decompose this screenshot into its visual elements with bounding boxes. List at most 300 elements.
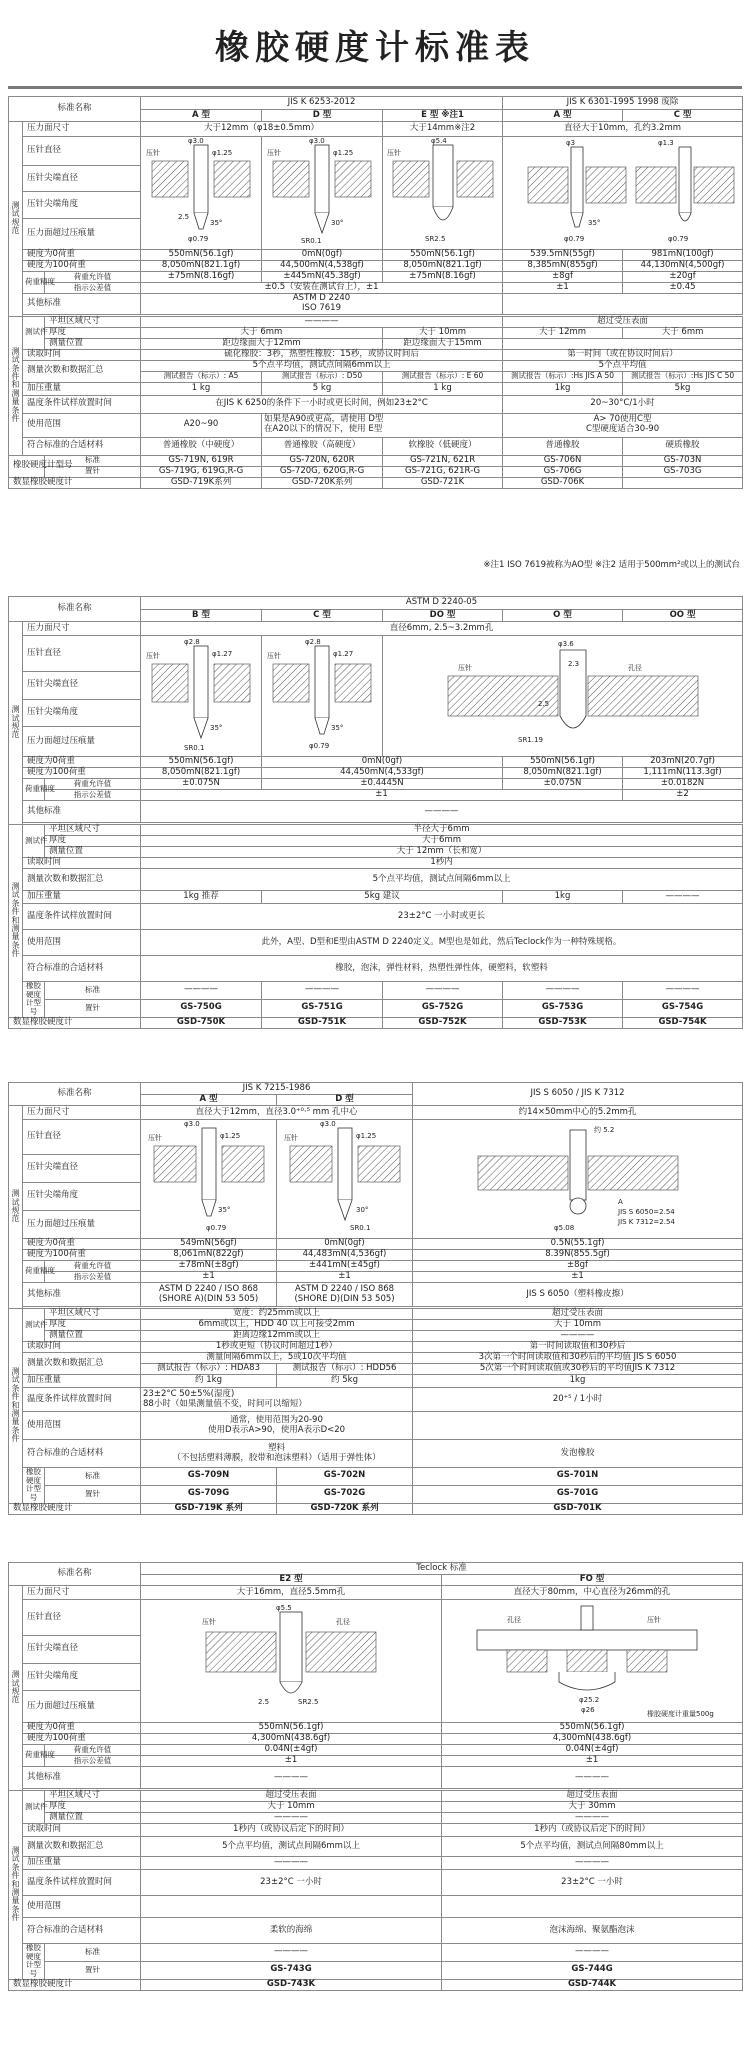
cell: 8,050mN(821.1gf) <box>503 768 623 779</box>
cell: 550mN(56.1gf) <box>141 1723 442 1734</box>
label-angle: 35° <box>330 724 343 732</box>
group-label: 测试条件和测量条件 <box>9 825 23 1018</box>
cell: 5个点平均值 <box>503 360 743 371</box>
cell: GSD-750K <box>141 1017 262 1028</box>
row-label: 其他标准 <box>23 1767 141 1789</box>
cell: GS-750G <box>141 999 262 1017</box>
cell: 测试报告（标示）:Hs JIS A 50 <box>503 371 623 382</box>
cell: 1 kg <box>383 382 503 395</box>
row-label: 标准 <box>45 1944 141 1962</box>
row-label: 其他标准 <box>23 1283 141 1307</box>
row-label: 荷重允许值 <box>45 779 141 790</box>
cell: 550mN(56.1gf) <box>141 757 262 768</box>
needle-diagram-jis6050 <box>413 1120 743 1239</box>
label-phi508: φ5.08 <box>553 1224 574 1232</box>
row-label: 测试件 <box>23 1309 45 1342</box>
row-label: 压针尖端角度 <box>23 699 141 727</box>
cell: 通常，使用范围为20-90 使用D表示A>90，使用A表示D<20 <box>141 1412 413 1440</box>
group-label: 测试规范 <box>9 622 23 825</box>
cell: 4,300mN(438.6gf) <box>141 1734 442 1745</box>
label-radius: SR2.5 <box>298 1698 319 1706</box>
label-phi36: φ3.6 <box>557 640 574 648</box>
row-label: 荷重精度 <box>23 272 45 294</box>
cell: 5个点平均值，测试点间隔6mm以上 <box>141 360 503 371</box>
needle-diagram-e2 <box>141 1600 442 1723</box>
cell: GSD-751K <box>262 1017 383 1028</box>
cell: 半径大于6mm <box>141 825 743 836</box>
row-label: 荷重允许值 <box>45 1745 141 1756</box>
row-label: 指示公差值 <box>45 790 141 801</box>
row-label: 压力面超过压痕量 <box>23 727 141 757</box>
type-header: A 型 <box>141 110 262 122</box>
needle-diagram-e <box>383 137 503 250</box>
cell: GS-721N, 621R <box>383 455 503 466</box>
cell: ———— <box>141 982 262 1000</box>
row-label: 测量次数和数据汇总 <box>23 1837 141 1857</box>
cell: 550mN(56.1gf) <box>503 757 623 768</box>
row-label: 测量位置 <box>45 1331 141 1342</box>
label-jis7312: JIS K 7312=2.54 <box>617 1218 675 1226</box>
cell: GS-721G, 621R-G <box>383 466 503 477</box>
cell: GS-753G <box>503 999 623 1017</box>
type-header: D 型 <box>277 1095 413 1106</box>
label-angle: 30° <box>330 219 343 227</box>
cell: 981mN(100gf) <box>623 250 743 261</box>
label-angle: 35° <box>587 219 600 227</box>
cell: GS-720N, 620R <box>262 455 383 466</box>
needle-diagram-jis6301 <box>503 137 743 250</box>
group-label: 测试规范 <box>9 1586 23 1791</box>
cell: 大于 10mm <box>141 1802 442 1813</box>
label-phi079: φ0.79 <box>187 235 208 243</box>
std-header-a: JIS K 6253-2012 <box>141 97 503 110</box>
row-label: 指示公差值 <box>45 1272 141 1283</box>
cell: GS-706G <box>503 466 623 477</box>
cell: GS-743G <box>141 1961 442 1979</box>
cell: 测试报告（标示）: HDD56 <box>277 1364 413 1375</box>
std-header: Teclock 标准 <box>141 1563 743 1575</box>
type-header: A 型 <box>141 1095 277 1106</box>
label-phi079: φ0.79 <box>205 1224 226 1232</box>
cell: 0mN(0gf) <box>262 757 503 768</box>
cell: GS-701G <box>413 1485 743 1503</box>
label-depth: 2.5 <box>537 700 549 708</box>
row-label: 温度条件试样放置时间 <box>23 904 141 930</box>
row-label: 读取时间 <box>23 1342 141 1353</box>
label-needle: 压针 <box>266 652 281 660</box>
row-label: 硬度为100荷重 <box>23 1250 141 1261</box>
row-label: 压力面尺寸 <box>23 122 141 137</box>
cell: GSD-754K <box>623 1017 743 1028</box>
cell: 距离边缘12mm或以上 <box>141 1331 413 1342</box>
group-label: 测试条件和测量条件 <box>9 1309 23 1504</box>
label-angle: 35° <box>209 219 222 227</box>
cell: 1kg <box>413 1375 743 1388</box>
type-header: D 型 <box>262 110 383 122</box>
row-label: 荷重允许值 <box>45 1261 141 1272</box>
std-header-a: JIS K 7215-1986 <box>141 1083 413 1095</box>
label-phi127: φ1.27 <box>332 650 353 658</box>
row-label: 标准 <box>45 982 141 1000</box>
type-header: DO 型 <box>383 610 503 622</box>
label-phi127: φ1.27 <box>211 650 232 658</box>
cell: ±75mN(8.16gf) <box>383 272 503 283</box>
cell: 1秒或更短（协议时间超过1秒） <box>141 1342 413 1353</box>
cell: 8,050mN(821.1gf) <box>141 768 262 779</box>
cell: 超过受压表面 <box>442 1791 743 1802</box>
row-label: 读取时间 <box>23 858 141 869</box>
cell: 5 kg <box>262 382 383 395</box>
cell: GS-751G <box>262 999 383 1017</box>
cell: 44,483mN(4,536gf) <box>277 1250 413 1261</box>
label-hole: 孔径 <box>627 664 642 672</box>
title-divider <box>8 86 742 89</box>
label-angle: 35° <box>217 1206 230 1214</box>
row-label: 数显橡胶硬度计 <box>9 1979 141 1990</box>
row-label: 橡胶硬度计型号 <box>9 455 45 477</box>
row-label: 温度条件试样放置时间 <box>23 1870 141 1896</box>
cell: 1 kg <box>141 382 262 395</box>
needle-diagram-fo <box>442 1600 743 1723</box>
cell: 直径大于80mm，中心直径为26mm的孔 <box>442 1586 743 1600</box>
type-header: O 型 <box>503 610 623 622</box>
label-phi3: φ3.0 <box>183 1120 200 1128</box>
row-label: 符合标准的合适材料 <box>23 1918 141 1944</box>
cell: ±2 <box>623 790 743 801</box>
cell: ±78mN(±8gf) <box>141 1261 277 1272</box>
cell: 5kg 建议 <box>262 891 503 904</box>
cell: 1秒内（或协议后定下的时间） <box>141 1824 442 1837</box>
cell: ±0.075N <box>141 779 262 790</box>
cell: ±8gf <box>503 272 623 283</box>
row-label: 平坦区域尺寸 <box>45 1309 141 1320</box>
cell: 550mN(56.1gf) <box>383 250 503 261</box>
cell <box>503 338 743 349</box>
cell: ———— <box>141 1767 442 1789</box>
row-label: 测量位置 <box>45 1813 141 1824</box>
cell: 0.04N(±4gf) <box>141 1745 442 1756</box>
cell: 大于16mm，直径5.5mm孔 <box>141 1586 442 1600</box>
label-phi13: φ1.3 <box>657 139 674 147</box>
cell: GSD-706K <box>503 477 623 488</box>
cell: 超过受压表面 <box>141 1791 442 1802</box>
needle-diagram-d <box>277 1120 413 1239</box>
row-label: 荷重精度 <box>23 1261 45 1283</box>
section-jis-k7215 <box>8 1082 742 1515</box>
std-name-label: 标准名称 <box>9 1563 141 1586</box>
label-radius: SR2.5 <box>425 235 446 243</box>
cell: ±0.0182N <box>623 779 743 790</box>
row-label: 置针 <box>45 1485 141 1503</box>
row-label: 厚度 <box>45 327 141 338</box>
cell: ±0.4445N <box>262 779 503 790</box>
row-label: 压针尖端角度 <box>23 1663 141 1691</box>
cell: 549mN(56gf) <box>141 1239 277 1250</box>
type-header: E 型 ※注1 <box>383 110 503 122</box>
row-label: 厚度 <box>45 836 141 847</box>
cell: GSD-753K <box>503 1017 623 1028</box>
cell: 1秒内（或协议后定下的时间） <box>442 1824 743 1837</box>
label-needle: 压针 <box>387 149 402 157</box>
cell: ±1 <box>503 283 623 294</box>
row-label: 压力面超过压痕量 <box>23 219 141 250</box>
cell: ———— <box>623 982 743 1000</box>
cell: ———— <box>141 801 743 823</box>
cell: GSD-744K <box>442 1979 743 1990</box>
cell: 测试报告（标示）: D50 <box>262 371 383 382</box>
row-label: 压力面超过压痕量 <box>23 1210 141 1238</box>
cell: 距边缘面大于12mm <box>141 338 383 349</box>
type-header: E2 型 <box>141 1575 442 1586</box>
cell: ±75mN(8.16gf) <box>141 272 262 283</box>
row-label: 压针直径 <box>23 636 141 672</box>
cell <box>141 1896 442 1918</box>
row-label: 测试件 <box>23 316 45 349</box>
cell: GSD-743K <box>141 1979 442 1990</box>
std-name-label: 标准名称 <box>9 597 141 622</box>
cell: ———— <box>262 982 383 1000</box>
row-label: 数显橡胶硬度计 <box>9 1503 141 1514</box>
cell: ±1 <box>141 790 623 801</box>
cell: 直径大于10mm，孔约3.2mm <box>503 122 743 137</box>
cell: GSD-752K <box>383 1017 503 1028</box>
cell: 大于 12mm（长和宽） <box>141 847 743 858</box>
cell: ±0.5（安装在测试台上），±1 <box>141 283 503 294</box>
cell: ———— <box>383 982 503 1000</box>
cell: GS-744G <box>442 1961 743 1979</box>
label-radius: SR0.1 <box>349 1224 370 1232</box>
cell: GSD-719K 系列 <box>141 1503 277 1514</box>
cell: 1kg <box>503 891 623 904</box>
label-depth: 2.5 <box>177 213 189 221</box>
cell: 第一时间（或在协议时间后） <box>503 349 743 360</box>
row-label: 橡胶硬度计型号 <box>23 1468 45 1504</box>
label-s52: 约 5.2 <box>593 1126 614 1134</box>
cell: ———— <box>141 1857 442 1870</box>
cell: 8,385mN(855gf) <box>503 261 623 272</box>
cell: 23±2°C 50±5%(湿度) 88小时（如果测量值不变，时间可以缩短） <box>141 1388 413 1412</box>
row-label: 测量位置 <box>45 847 141 858</box>
cell: ±1 <box>277 1272 413 1283</box>
label-phi125: φ1.25 <box>219 1132 240 1140</box>
label-depth: 2.3 <box>567 660 579 668</box>
section-teclock <box>8 1562 742 1991</box>
row-label: 压针尖端角度 <box>23 1182 141 1210</box>
row-label: 平坦区域尺寸 <box>45 316 141 327</box>
cell: 第一时间读取值和30秒后 <box>413 1342 743 1353</box>
group-label: 测试条件和测量条件 <box>9 1791 23 1980</box>
group-label: 测试规范 <box>9 122 23 317</box>
row-label: 测量次数和数据汇总 <box>23 869 141 891</box>
cell: 普通橡胶（中硬度） <box>141 437 262 455</box>
group-label: 测试规范 <box>9 1106 23 1309</box>
type-header: FO 型 <box>442 1575 743 1586</box>
fig-note: 橡胶硬度计重量500g <box>647 1710 714 1718</box>
cell: ±0.45 <box>623 283 743 294</box>
needle-diagram-do <box>383 636 743 757</box>
label-phi3: φ3.0 <box>319 1120 336 1128</box>
cell: GSD-720K 系列 <box>277 1503 413 1514</box>
cell: ———— <box>503 982 623 1000</box>
label-angle: 30° <box>355 1206 368 1214</box>
cell: 测试报告（标示）: A5 <box>141 371 262 382</box>
row-label: 硬度为100荷重 <box>23 768 141 779</box>
row-label: 指示公差值 <box>45 1756 141 1767</box>
cell: 测试报告（标示）: E 60 <box>383 371 503 382</box>
cell: GS-719G, 619G,R-G <box>141 466 262 477</box>
cell: 550mN(56.1gf) <box>141 250 262 261</box>
cell: 44,130mN(4,500gf) <box>623 261 743 272</box>
cell: 5次第一个时间读取值或30秒后的平均值JIS K 7312 <box>413 1364 743 1375</box>
label-needle: 压针 <box>147 1134 162 1142</box>
cell: GS-709N <box>141 1468 277 1486</box>
cell: GSD-701K <box>413 1503 743 1514</box>
cell: ±8gf <box>413 1261 743 1272</box>
std-header-b: JIS S 6050 / JIS K 7312 <box>413 1083 743 1106</box>
cell: 约 5kg <box>277 1375 413 1388</box>
cell: GSD-720K系列 <box>262 477 383 488</box>
row-label: 橡胶硬度计型号 <box>23 1944 45 1980</box>
row-label: 压针直径 <box>23 1600 141 1636</box>
cell: 1秒内 <box>141 858 743 869</box>
row-label: 置针 <box>45 1961 141 1979</box>
label-phi125: φ1.25 <box>355 1132 376 1140</box>
cell: 5kg <box>623 382 743 395</box>
row-label: 压针尖端直径 <box>23 165 141 192</box>
row-label: 压针直径 <box>23 1120 141 1155</box>
cell: 宽度：约25mm或以上 <box>141 1309 413 1320</box>
cell: ±0.075N <box>503 779 623 790</box>
cell: 约 1kg <box>141 1375 277 1388</box>
label-phi3: φ3.0 <box>187 137 204 145</box>
row-label: 读取时间 <box>23 349 141 360</box>
cell: 4,300mN(438.6gf) <box>442 1734 743 1745</box>
cell: 44,450mN(4,533gf) <box>262 768 503 779</box>
row-label: 厚度 <box>45 1320 141 1331</box>
cell: 普通橡胶（高硬度） <box>262 437 383 455</box>
cell: 塑料 （不包括塑料薄膜，胶带和泡沫塑料）（适用于弹性体） <box>141 1440 413 1468</box>
cell: 44,500mN(4,538gf) <box>262 261 383 272</box>
cell: ±1 <box>141 1272 277 1283</box>
cell: 0.5N(55.1gf) <box>413 1239 743 1250</box>
row-label: 压针尖端角度 <box>23 192 141 219</box>
row-label: 硬度为0荷重 <box>23 1239 141 1250</box>
row-label: 压力面超过压痕量 <box>23 1691 141 1723</box>
cell: 大于 30mm <box>442 1802 743 1813</box>
row-label: 数显橡胶硬度计 <box>9 1017 141 1028</box>
cell: 1,111mN(113.3gf) <box>623 768 743 779</box>
cell: ———— <box>442 1944 743 1962</box>
cell: 5个点平均值，测试点间隔6mm以上 <box>141 869 743 891</box>
cell: 20⁺⁵ / 1小时 <box>413 1388 743 1412</box>
row-label: 厚度 <box>45 1802 141 1813</box>
cell: GS-703G <box>623 466 743 477</box>
cell: GS-701N <box>413 1468 743 1486</box>
cell <box>442 1896 743 1918</box>
row-label: 温度条件试样放置时间 <box>23 395 141 413</box>
row-label: 压力面尺寸 <box>23 1106 141 1120</box>
cell: 5个点平均值，测试点间隔6mm以上 <box>141 1837 442 1857</box>
cell: 23±2°C 一小时或更长 <box>141 904 743 930</box>
row-label: 其他标准 <box>23 801 141 823</box>
cell: GS-702N <box>277 1468 413 1486</box>
label-jis6050: JIS S 6050=2.54 <box>617 1208 675 1216</box>
footnote: ※注1 ISO 7619被称为AO型 ※注2 适用于500mm²或以上的测试台 <box>483 560 740 570</box>
cell: 6mm或以上，HDD 40 以上可接受2mm <box>141 1320 413 1331</box>
row-label: 测试件 <box>23 1791 45 1824</box>
row-label: 硬度为0荷重 <box>23 250 141 261</box>
label-phi28: φ2.8 <box>304 638 321 646</box>
std-header-b: JIS K 6301-1995 1998 废除 <box>503 97 743 110</box>
group-label: 测试条件和测量条件 <box>9 316 23 455</box>
label-needle: 压针 <box>647 1616 662 1624</box>
needle-diagram-b <box>141 636 262 757</box>
cell: 硫化橡胶：3秒，热塑性橡胶：15秒，或协议时间后 <box>141 349 503 360</box>
cell: ———— <box>141 1813 442 1824</box>
cell: 0mN(0gf) <box>277 1239 413 1250</box>
cell: 硬质橡胶 <box>623 437 743 455</box>
cell: 3次第一个时间读取值和30秒后的平均值 JIS S 6050 <box>413 1353 743 1364</box>
row-label: 荷重精度 <box>23 1745 45 1767</box>
label-hole: 孔径 <box>507 1616 522 1624</box>
type-header: OO 型 <box>623 610 743 622</box>
std-name-label: 标准名称 <box>9 1083 141 1106</box>
cell: ASTM D 2240 / ISO 868 (SHORE D)(DIN 53 505) <box>277 1283 413 1307</box>
cell: 橡胶，泡沫，弹性材料，热塑性弹性体，硬塑料，软塑料 <box>141 956 743 982</box>
row-label: 硬度为100荷重 <box>23 1734 141 1745</box>
needle-diagram-d <box>262 137 383 250</box>
cell: ASTM D 2240 ISO 7619 <box>141 294 503 315</box>
cell: 大于 10mm <box>383 327 503 338</box>
row-label: 压力面尺寸 <box>23 1586 141 1600</box>
cell: GS-702G <box>277 1485 413 1503</box>
cell: 5个点平均值，测试点间隔80mm以上 <box>442 1837 743 1857</box>
cell: 直径6mm, 2.5~3.2mm孔 <box>141 622 743 636</box>
cell: ±441mN(±45gf) <box>277 1261 413 1272</box>
row-label: 硬度为100荷重 <box>23 261 141 272</box>
cell: ———— <box>623 891 743 904</box>
row-label: 使用范围 <box>23 1896 141 1918</box>
cell: 20~30°C/1小时 <box>503 395 743 413</box>
cell: GS-709G <box>141 1485 277 1503</box>
cell: 8.39N(855.5gf) <box>413 1250 743 1261</box>
cell: 柔软的海绵 <box>141 1918 442 1944</box>
row-label: 加压重量 <box>23 1375 141 1388</box>
cell: 此外，A型、D型和E型由ASTM D 2240定义。M型也是如此，然后Teclock作为一种特殊规格。 <box>141 930 743 956</box>
cell: 0.04N(±4gf) <box>442 1745 743 1756</box>
label-phi079: φ0.79 <box>667 235 688 243</box>
label-hole: 孔径 <box>336 1618 351 1626</box>
row-label: 压针尖端直径 <box>23 672 141 700</box>
label-needle: 压针 <box>202 1618 217 1626</box>
cell: A> 70使用C型 C型硬度适合30-90 <box>503 413 743 437</box>
row-label: 符合标准的合适材料 <box>23 1440 141 1468</box>
cell: 23±2°C 一小时 <box>442 1870 743 1896</box>
type-header: A 型 <box>503 110 623 122</box>
cell: ———— <box>141 316 503 327</box>
row-label: 平坦区域尺寸 <box>45 1791 141 1802</box>
cell: ASTM D 2240 / ISO 868 (SHORE A)(DIN 53 505) <box>141 1283 277 1307</box>
cell: ±445mN(45.38gf) <box>262 272 383 283</box>
label-phi28: φ2.8 <box>183 638 200 646</box>
cell: 550mN(56.1gf) <box>442 1723 743 1734</box>
label-needle: 压针 <box>145 652 160 660</box>
row-label: 置针 <box>45 466 141 477</box>
cell: 203mN(20.7gf) <box>623 757 743 768</box>
row-label: 压针直径 <box>23 137 141 166</box>
cell: GS-706N <box>503 455 623 466</box>
cell: ———— <box>141 1944 442 1962</box>
